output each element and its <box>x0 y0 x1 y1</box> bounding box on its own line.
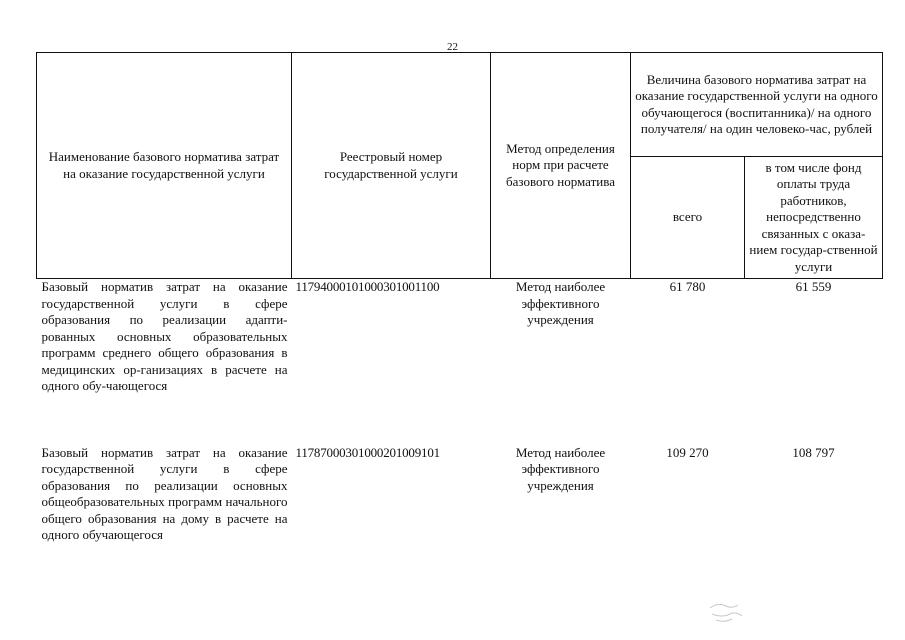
row-2-total: 109 270 <box>666 444 709 460</box>
header-total: всего <box>631 157 745 279</box>
header-registry: Реестровый номер государственной услуги <box>292 53 491 279</box>
row-2-name: Базовый норматив затрат на оказание государственной услуги в сфере образования по реализации основных общеобразовательных программ начального общего образования на дому в расчете на одного обучающегося <box>41 444 288 542</box>
table-row <box>37 279 883 445</box>
faint-stamp-mark <box>706 598 748 626</box>
page-number: 22 <box>447 41 458 53</box>
row-1-registry: 11794000101000301001100 <box>295 279 440 294</box>
row-2-method: Метод наиболее эффективного учреждения <box>515 444 606 493</box>
norm-table <box>36 52 883 544</box>
header-row-1 <box>37 53 883 157</box>
header-name: Наименование базового норматива затрат на оказание государственной услуги <box>37 53 292 279</box>
row-1-name: Базовый норматив затрат на оказание государственной услуги в сфере образования по реализации адапти-рованных основных образовательных программ среднего общего образования в медицинских ор-ганизациях в расчете на одного обу-чающегося <box>41 279 288 393</box>
row-1-method: Метод наиболее эффективного учреждения <box>515 279 606 327</box>
table-row <box>37 445 883 544</box>
header-method: Метод определения норм при расчете базового норматива <box>491 53 631 279</box>
row-1-total: 61 780 <box>669 279 706 294</box>
row-2-wage-fund: 108 797 <box>792 444 835 460</box>
row-1-wage-fund: 61 559 <box>795 279 832 294</box>
row-2-registry: 11787000301000201009101 <box>295 444 440 460</box>
header-wage-fund: в том числе фонд оплаты труда работников, непосредственно связанных с оказа-нием государ-ственной услуги <box>745 157 883 279</box>
header-value-group: Величина базового норматива затрат на оказание государственной услуги на одного обучающегося (воспитанника)/ на одного получателя/ на один человеко-час, рублей <box>631 53 883 157</box>
